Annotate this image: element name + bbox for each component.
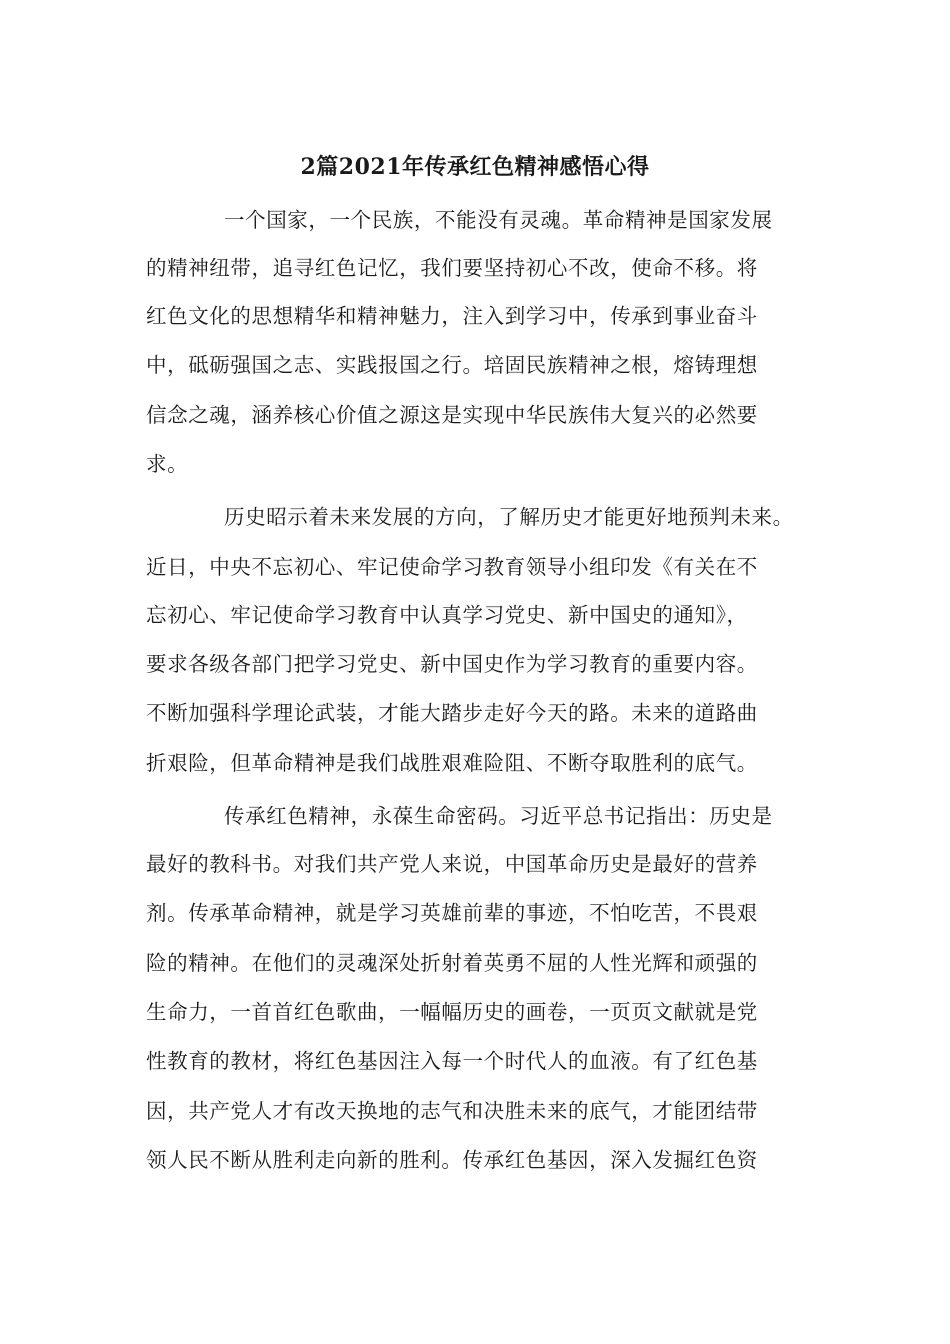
paragraph-line: 一个国家，一个民族，不能没有灵魂。革命精神是国家发展	[224, 208, 773, 232]
paragraph-line: 中，砥砺强国之志、实践报国之行。培固民族精神之根，熔铸理想	[146, 353, 758, 377]
paragraph-line: 剂。传承革命精神，就是学习英雄前辈的事迹，不怕吃苦，不畏艰	[146, 901, 758, 925]
paragraph-line: 因，共产党人才有改天换地的志气和决胜未来的底气，才能团结带	[146, 1099, 758, 1123]
document-title: 2篇2021年传承红色精神感悟心得	[300, 154, 650, 180]
paragraph-line: 生命力，一首首红色歌曲，一幅幅历史的画卷，一页页文献就是党	[146, 1000, 758, 1024]
paragraph-line: 历史昭示着未来发展的方向，了解历史才能更好地预判未来。	[224, 505, 794, 529]
paragraph-line: 的精神纽带，追寻红色记忆，我们要坚持初心不改，使命不移。将	[146, 256, 758, 280]
paragraph-line: 传承红色精神，永葆生命密码。习近平总书记指出：历史是	[224, 804, 773, 828]
paragraph-line: 最好的教科书。对我们共产党人来说，中国革命历史是最好的营养	[146, 852, 758, 876]
paragraph-line: 领人民不断从胜利走向新的胜利。传承红色基因，深入发掘红色资	[146, 1148, 758, 1172]
paragraph-line: 红色文化的思想精华和精神魅力，注入到学习中，传承到事业奋斗	[146, 304, 758, 328]
paragraph-line: 要求各级各部门把学习党史、新中国史作为学习教育的重要内容。	[146, 652, 758, 676]
paragraph-line: 性教育的教材，将红色基因注入每一个时代人的血液。有了红色基	[146, 1049, 758, 1073]
paragraph-line: 求。	[146, 452, 189, 476]
paragraph-line: 忘初心、牢记使命学习教育中认真学习党史、新中国史的通知》，	[146, 603, 748, 627]
paragraph-line: 折艰险，但革命精神是我们战胜艰难险阻、不断夺取胜利的底气。	[146, 751, 758, 775]
paragraph-line: 信念之魂，涵养核心价值之源这是实现中华民族伟大复兴的必然要	[146, 403, 758, 427]
paragraph-line: 险的精神。在他们的灵魂深处折射着英勇不屈的人性光辉和顽强的	[146, 951, 758, 975]
paragraph-line: 不断加强科学理论武装，才能大踏步走好今天的路。未来的道路曲	[146, 701, 758, 725]
paragraph-line: 近日，中央不忘初心、牢记使命学习教育领导小组印发《有关在不	[146, 555, 758, 579]
